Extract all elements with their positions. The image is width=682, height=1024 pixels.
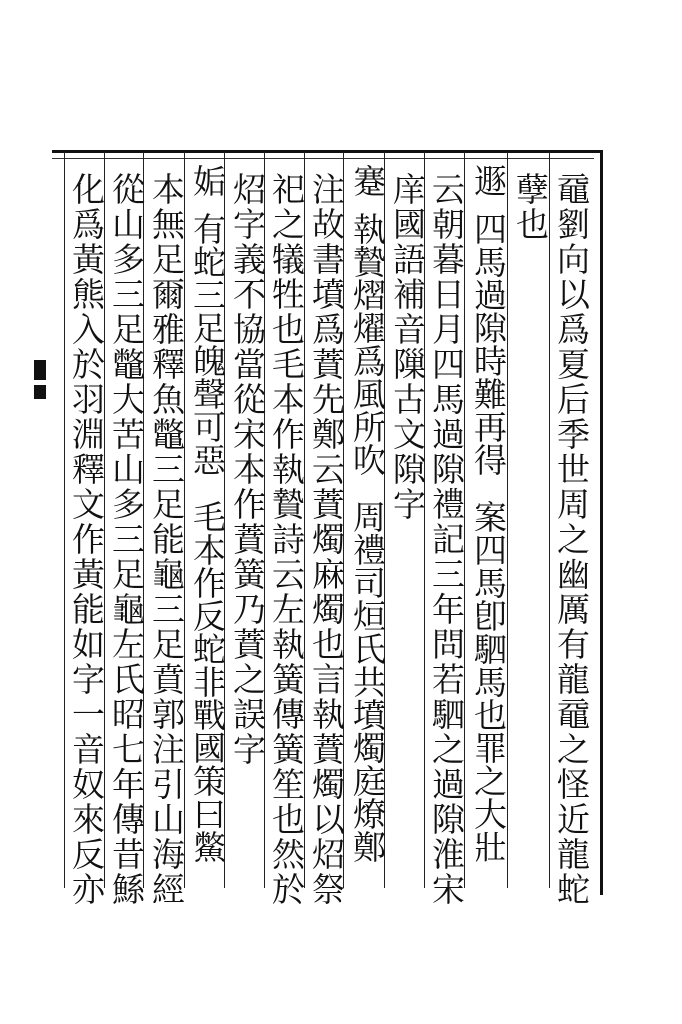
column-rule <box>549 152 550 888</box>
text-column-8: 祀之犠牲也毛本作執贄詩云左執簧傳簧笙也然於 <box>267 172 306 907</box>
text-column-1: 黿劉向以爲夏后季世周之幽厲有龍黿之怪近龍蛇 <box>552 172 591 907</box>
hexagram-label-gou: 姤 <box>188 164 227 197</box>
column-rule <box>64 152 65 888</box>
text-column-4: 云朝暮日月四馬過隙禮記三年問若駟之過隙淮宋 <box>427 172 466 907</box>
verse-text: 四馬過隙時難再得 <box>469 212 508 476</box>
commentary-text: 毛本作反蛇非戰國策曰鱉 <box>188 500 227 863</box>
text-column-9: 炤字義不協當從宋本作蕡簧乃蕡之誤字 <box>228 172 267 767</box>
hexagram-label-dun: 遯 <box>469 164 508 197</box>
edge-mark <box>34 360 46 380</box>
text-column-2: 孽也 <box>511 172 550 242</box>
hexagram-label-jian: 蹇 <box>348 164 387 197</box>
verse-text: 有蛇三足魄聲可惡 <box>188 212 227 476</box>
text-column-11: 本無足爾雅釋魚鼈三足能龜三足賁郭注引山海經 <box>147 172 186 907</box>
commentary-text: 周禮司烜氏共墳燭庭燎鄭 <box>348 500 387 863</box>
text-column-12: 從山多三足鼈大苦山多三足龜左氏昭七年傳昔鯀 <box>107 172 146 907</box>
verse-text: 執贄熠燿爲風所吹 <box>348 212 387 476</box>
commentary-text: 案四馬卽駟馬也罪之大壯 <box>469 500 508 863</box>
binding-edge <box>30 160 46 490</box>
edge-mark <box>34 385 46 399</box>
text-column-7: 注故書墳爲蕡先鄭云蕡燭麻燭也言執蕡燭以炤祭 <box>307 172 346 907</box>
text-column-13: 化爲黃熊入於羽淵釋文作黃能如字一音奴來反亦 <box>67 172 106 907</box>
text-column-5: 庠國語補音隟古文隙字 <box>388 172 427 522</box>
